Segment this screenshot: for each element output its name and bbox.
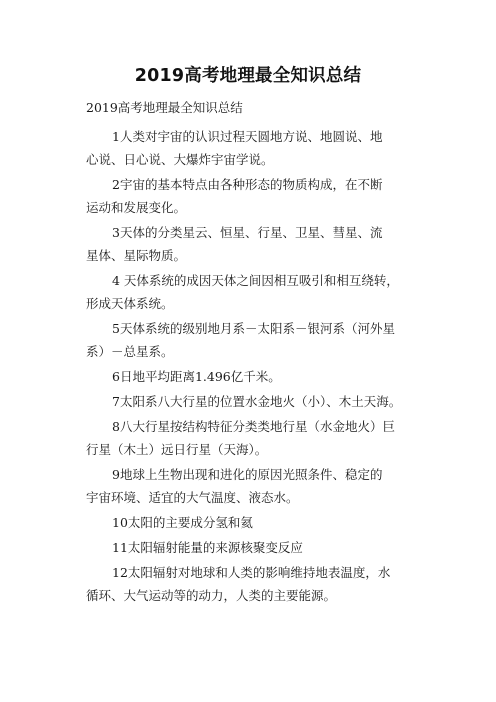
list-item-first-line: 2宇宙的基本特点由各种形态的物质构成，在不断 <box>112 177 383 192</box>
document-subtitle: 2019高考地理最全知识总结 <box>86 100 243 115</box>
list-item <box>86 125 422 171</box>
list-item-first-line: 6日地平均距离1.496亿千米。 <box>112 369 281 384</box>
list-item-first-line: 7太阳系八大行星的位置水金地火（小）、木土天海。 <box>112 394 402 409</box>
list-item-continuation-line: 运动和发展变化。 <box>86 200 187 215</box>
list-item <box>86 221 422 267</box>
list-item <box>86 365 422 388</box>
list-item <box>86 511 422 534</box>
list-item-continuation-line: 行星（木土）远日行星（天海）。 <box>86 442 268 457</box>
list-item-first-line: 11太阳辐射能量的来源核聚变反应 <box>112 540 303 555</box>
list-item <box>86 463 422 509</box>
list-item <box>86 536 422 559</box>
list-item <box>86 269 422 315</box>
list-item <box>86 561 422 607</box>
list-item-first-line: 8八大行星按结构特征分类类地行星（水金地火）巨 <box>112 419 395 434</box>
list-item-first-line: 3天体的分类星云、恒星、行星、卫星、彗星、流 <box>112 225 383 240</box>
list-item-first-line: 5天体系统的级别地月系－太阳系－银河系（河外星 <box>112 321 395 336</box>
list-item-first-line: 10太阳的主要成分氢和氦 <box>112 515 253 530</box>
list-item-first-line: 4 天体系统的成因天体之间因相互吸引和相互绕转， <box>112 273 399 288</box>
knowledge-list <box>86 125 422 609</box>
list-item-continuation-line: 形成天体系统。 <box>86 296 174 311</box>
list-item-first-line: 1人类对宇宙的认识过程天圆地方说、地圆说、地 <box>112 129 383 144</box>
list-item <box>86 173 422 219</box>
list-item-first-line: 12太阳辐射对地球和人类的影响维持地表温度，水 <box>112 565 391 580</box>
list-item-continuation-line: 星体、星际物质。 <box>86 248 187 263</box>
list-item-continuation-line: 宇宙环境、适宜的大气温度、液态水。 <box>86 490 299 505</box>
list-item <box>86 415 422 461</box>
document-title: 2019高考地理最全知识总结 <box>134 66 362 86</box>
list-item <box>86 390 422 413</box>
list-item-continuation-line: 系）－总星系。 <box>86 344 174 359</box>
list-item-continuation-line: 循环、大气运动等的动力，人类的主要能源。 <box>86 588 337 603</box>
list-item <box>86 317 422 363</box>
list-item-continuation-line: 心说、日心说、大爆炸宇宙学说。 <box>86 152 274 167</box>
list-item-first-line: 9地球上生物出现和进化的原因光照条件、稳定的 <box>112 467 383 482</box>
